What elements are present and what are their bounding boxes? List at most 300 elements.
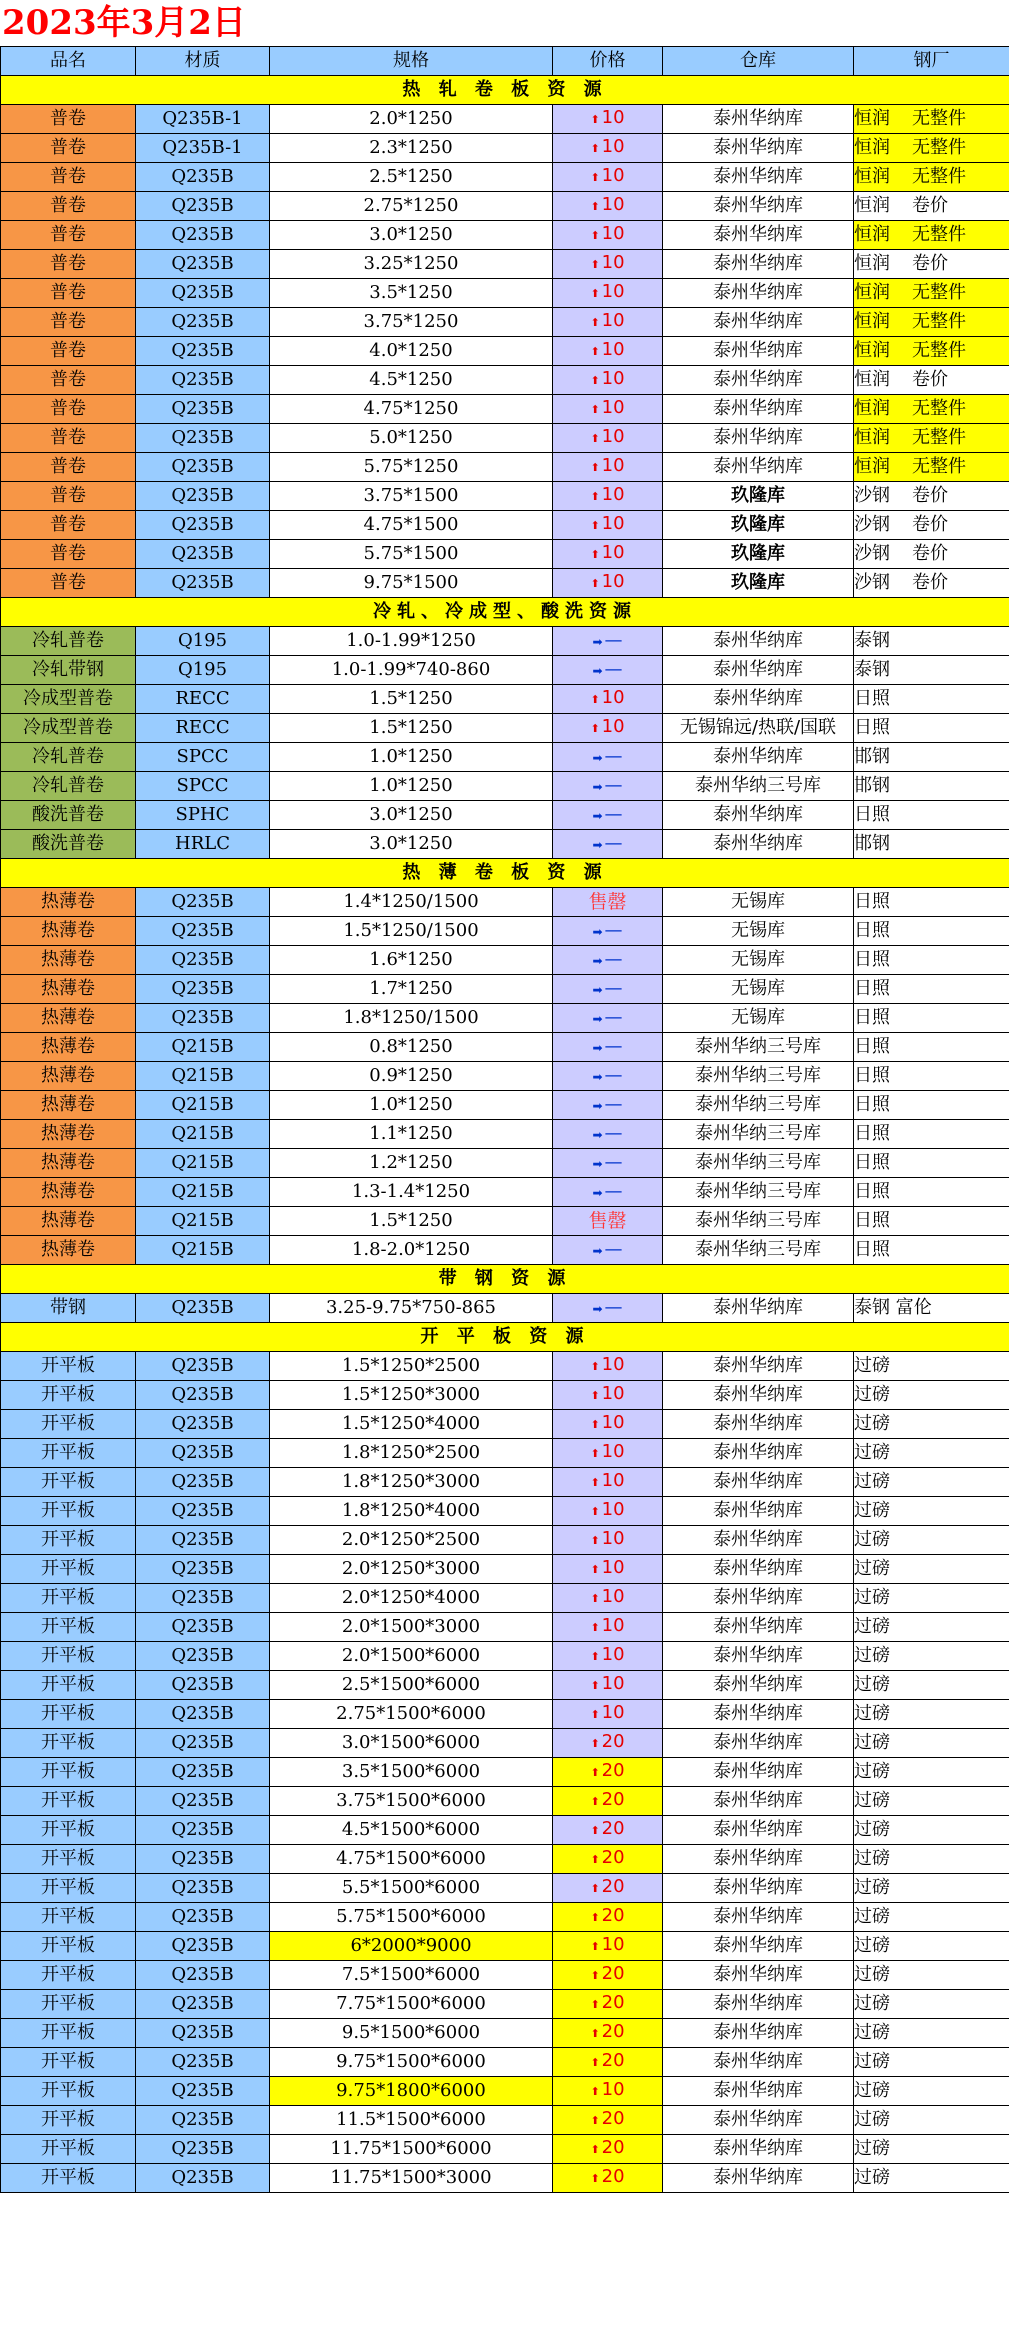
arrow-right-icon: ➡ <box>592 779 603 794</box>
arrow-up-icon: ⬆ <box>590 1708 600 1721</box>
price-change: 10 <box>601 310 625 331</box>
spec-cell: 1.5*1250*4000 <box>270 1410 553 1439</box>
table-row <box>1 221 1009 250</box>
price-change: — <box>604 1006 623 1028</box>
arrow-up-icon: ⬆ <box>590 490 600 503</box>
table-row <box>1 1178 1009 1207</box>
price-cell <box>553 1845 663 1874</box>
product-name-cell: 普卷 <box>1 279 136 308</box>
product-name-cell: 开平板 <box>1 2077 136 2106</box>
product-name-cell: 开平板 <box>1 1932 136 1961</box>
arrow-right-icon: ➡ <box>592 1156 603 1171</box>
mill-cell <box>854 134 1009 163</box>
warehouse-cell: 泰州华纳三号库 <box>663 1120 854 1149</box>
material-cell: Q235B <box>136 279 270 308</box>
material-cell: Q235B <box>136 1700 270 1729</box>
table-row <box>1 250 1009 279</box>
material-cell: Q235B <box>136 946 270 975</box>
price-change: — <box>604 948 623 970</box>
material-cell: Q235B <box>136 482 270 511</box>
mill-name: 过磅 <box>854 1442 890 1463</box>
warehouse-cell: 泰州华纳库 <box>663 1642 854 1671</box>
mill-cell <box>854 105 1009 134</box>
price-cell <box>553 801 663 830</box>
arrow-right-icon: ➡ <box>592 982 603 997</box>
arrow-right-icon: ➡ <box>592 1040 603 1055</box>
warehouse-cell: 泰州华纳库 <box>663 105 854 134</box>
price-change: 20 <box>601 1760 625 1781</box>
product-name-cell: 开平板 <box>1 1845 136 1874</box>
warehouse-cell: 泰州华纳库 <box>663 1410 854 1439</box>
mill-cell <box>854 1120 1009 1149</box>
mill-note: 无整件 <box>912 427 966 448</box>
arrow-up-icon: ⬆ <box>590 345 600 358</box>
mill-cell <box>854 511 1009 540</box>
price-cell <box>553 714 663 743</box>
price-change: 10 <box>601 1615 625 1636</box>
mill-name: 过磅 <box>854 2080 890 2101</box>
material-cell: Q235B <box>136 2048 270 2077</box>
spec-cell: 2.0*1500*3000 <box>270 1613 553 1642</box>
table-row <box>1 1642 1009 1671</box>
price-change: — <box>604 803 623 825</box>
mill-name: 过磅 <box>854 1964 890 1985</box>
material-cell: Q235B <box>136 1787 270 1816</box>
arrow-up-icon: ⬆ <box>590 1563 600 1576</box>
warehouse-cell: 泰州华纳三号库 <box>663 1149 854 1178</box>
mill-cell <box>854 1178 1009 1207</box>
product-name-cell: 开平板 <box>1 2135 136 2164</box>
spec-cell: 2.0*1250*3000 <box>270 1555 553 1584</box>
table-row <box>1 1700 1009 1729</box>
spec-cell: 9.75*1500*6000 <box>270 2048 553 2077</box>
warehouse-cell: 泰州华纳库 <box>663 743 854 772</box>
mill-cell <box>854 453 1009 482</box>
price-change: 10 <box>601 1412 625 1433</box>
mill-name: 过磅 <box>854 1674 890 1695</box>
spec-cell: 7.5*1500*6000 <box>270 1961 553 1990</box>
material-cell: Q235B <box>136 337 270 366</box>
table-row <box>1 1033 1009 1062</box>
material-cell: Q235B <box>136 2135 270 2164</box>
arrow-up-icon: ⬆ <box>590 2114 600 2127</box>
table-row <box>1 134 1009 163</box>
mill-cell <box>854 830 1009 859</box>
table-row <box>1 482 1009 511</box>
price-cell <box>553 1004 663 1033</box>
material-cell: Q235B <box>136 1613 270 1642</box>
arrow-up-icon: ⬆ <box>590 519 600 532</box>
spec-cell: 5.75*1500*6000 <box>270 1903 553 1932</box>
table-row <box>1 105 1009 134</box>
material-cell: Q235B <box>136 511 270 540</box>
table-row <box>1 1613 1009 1642</box>
mill-name: 过磅 <box>854 1500 890 1521</box>
mill-cell <box>854 946 1009 975</box>
mill-name: 过磅 <box>854 1993 890 2014</box>
warehouse-cell: 泰州华纳库 <box>663 1439 854 1468</box>
spec-cell: 1.0-1.99*740-860 <box>270 656 553 685</box>
sold-out-label: 售罄 <box>588 1209 627 1232</box>
price-cell <box>553 134 663 163</box>
mill-cell <box>854 308 1009 337</box>
material-cell: SPCC <box>136 743 270 772</box>
warehouse-cell: 泰州华纳库 <box>663 250 854 279</box>
mill-cell <box>854 192 1009 221</box>
mill-note: 无整件 <box>912 108 966 129</box>
spec-cell: 1.8*1250*4000 <box>270 1497 553 1526</box>
section-title: 冷轧、冷成型、酸洗资源 <box>1 598 1009 627</box>
table-row <box>1 1352 1009 1381</box>
mill-name: 过磅 <box>854 1587 890 1608</box>
mill-cell <box>854 221 1009 250</box>
spec-cell: 1.5*1250*3000 <box>270 1381 553 1410</box>
product-name-cell: 热薄卷 <box>1 975 136 1004</box>
mill-name: 过磅 <box>854 1355 890 1376</box>
warehouse-cell: 泰州华纳库 <box>663 366 854 395</box>
warehouse-cell: 泰州华纳库 <box>663 627 854 656</box>
price-change: — <box>604 658 623 680</box>
table-row <box>1 1555 1009 1584</box>
price-cell <box>553 1294 663 1323</box>
mill-name: 泰钢 富伦 <box>854 1297 932 1318</box>
mill-name: 恒润 <box>854 108 890 129</box>
mill-name: 过磅 <box>854 1703 890 1724</box>
price-change: 20 <box>601 1789 625 1810</box>
price-cell <box>553 656 663 685</box>
arrow-up-icon: ⬆ <box>590 1621 600 1634</box>
mill-name: 日照 <box>854 1239 890 1260</box>
price-cell <box>553 279 663 308</box>
mill-cell <box>854 1439 1009 1468</box>
spec-cell: 5.5*1500*6000 <box>270 1874 553 1903</box>
mill-name: 沙钢 <box>854 514 890 535</box>
product-name-cell: 普卷 <box>1 569 136 598</box>
table-row <box>1 1236 1009 1265</box>
mill-name: 过磅 <box>854 2109 890 2130</box>
spec-cell: 1.8-2.0*1250 <box>270 1236 553 1265</box>
section-header <box>1 598 1009 627</box>
table-row <box>1 424 1009 453</box>
table-row <box>1 1207 1009 1236</box>
product-name-cell: 普卷 <box>1 337 136 366</box>
mill-cell <box>854 2106 1009 2135</box>
price-cell <box>553 569 663 598</box>
spec-cell: 0.8*1250 <box>270 1033 553 1062</box>
mill-name: 过磅 <box>854 1616 890 1637</box>
mill-cell <box>854 2164 1009 2193</box>
section-title: 热 薄 卷 板 资 源 <box>1 859 1009 888</box>
price-cell <box>553 482 663 511</box>
table-row <box>1 308 1009 337</box>
mill-cell <box>854 1584 1009 1613</box>
spec-cell: 1.7*1250 <box>270 975 553 1004</box>
mill-cell <box>854 569 1009 598</box>
header-spec: 规格 <box>270 47 553 76</box>
price-cell <box>553 1555 663 1584</box>
price-change: 10 <box>601 1470 625 1491</box>
price-cell <box>553 250 663 279</box>
warehouse-cell: 泰州华纳三号库 <box>663 772 854 801</box>
product-name-cell: 热薄卷 <box>1 1236 136 1265</box>
product-name-cell: 普卷 <box>1 163 136 192</box>
price-cell <box>553 1932 663 1961</box>
product-name-cell: 开平板 <box>1 1729 136 1758</box>
arrow-up-icon: ⬆ <box>590 403 600 416</box>
material-cell: Q235B <box>136 1294 270 1323</box>
price-cell <box>553 1584 663 1613</box>
mill-name: 沙钢 <box>854 485 890 506</box>
price-cell <box>553 1236 663 1265</box>
arrow-right-icon: ➡ <box>592 663 603 678</box>
warehouse-cell: 泰州华纳三号库 <box>663 1062 854 1091</box>
mill-name: 恒润 <box>854 456 890 477</box>
price-cell <box>553 1149 663 1178</box>
material-cell: Q235B <box>136 395 270 424</box>
warehouse-cell: 泰州华纳库 <box>663 2077 854 2106</box>
mill-name: 恒润 <box>854 311 890 332</box>
price-cell <box>553 1758 663 1787</box>
warehouse-cell: 泰州华纳三号库 <box>663 1207 854 1236</box>
mill-cell <box>854 743 1009 772</box>
warehouse-cell: 泰州华纳库 <box>663 2135 854 2164</box>
product-name-cell: 开平板 <box>1 1787 136 1816</box>
price-change: 10 <box>601 252 625 273</box>
arrow-right-icon: ➡ <box>592 1243 603 1258</box>
material-cell: HRLC <box>136 830 270 859</box>
product-name-cell: 热薄卷 <box>1 1178 136 1207</box>
price-cell <box>553 830 663 859</box>
mill-cell <box>854 1874 1009 1903</box>
mill-name: 过磅 <box>854 2138 890 2159</box>
warehouse-cell: 泰州华纳库 <box>663 2048 854 2077</box>
warehouse-cell: 玖隆库 <box>663 569 854 598</box>
spec-cell: 3.0*1250 <box>270 801 553 830</box>
material-cell: Q235B <box>136 1584 270 1613</box>
warehouse-cell: 泰州华纳库 <box>663 308 854 337</box>
product-name-cell: 开平板 <box>1 2164 136 2193</box>
table-row <box>1 1584 1009 1613</box>
table-row <box>1 395 1009 424</box>
spec-cell: 1.5*1250*2500 <box>270 1352 553 1381</box>
mill-cell <box>854 917 1009 946</box>
mill-cell <box>854 2135 1009 2164</box>
product-name-cell: 冷成型普卷 <box>1 714 136 743</box>
product-name-cell: 开平板 <box>1 1410 136 1439</box>
material-cell: Q215B <box>136 1149 270 1178</box>
warehouse-cell: 泰州华纳库 <box>663 2164 854 2193</box>
price-change: 10 <box>601 1354 625 1375</box>
mill-cell <box>854 1642 1009 1671</box>
arrow-up-icon: ⬆ <box>590 1447 600 1460</box>
material-cell: Q235B <box>136 424 270 453</box>
warehouse-cell: 泰州华纳三号库 <box>663 1091 854 1120</box>
table-row <box>1 540 1009 569</box>
table-row <box>1 1787 1009 1816</box>
arrow-right-icon: ➡ <box>592 1127 603 1142</box>
mill-name: 日照 <box>854 1036 890 1057</box>
mill-cell <box>854 1033 1009 1062</box>
table-row <box>1 1468 1009 1497</box>
product-name-cell: 普卷 <box>1 540 136 569</box>
warehouse-cell: 无锡库 <box>663 888 854 917</box>
warehouse-cell: 泰州华纳库 <box>663 685 854 714</box>
product-name-cell: 冷轧普卷 <box>1 627 136 656</box>
arrow-up-icon: ⬆ <box>590 374 600 387</box>
table-row <box>1 569 1009 598</box>
price-change: 20 <box>601 2021 625 2042</box>
price-cell <box>553 1468 663 1497</box>
product-name-cell: 开平板 <box>1 1526 136 1555</box>
warehouse-cell: 无锡库 <box>663 1004 854 1033</box>
arrow-up-icon: ⬆ <box>590 2027 600 2040</box>
spec-cell: 2.0*1500*6000 <box>270 1642 553 1671</box>
warehouse-cell: 泰州华纳库 <box>663 163 854 192</box>
product-name-cell: 开平板 <box>1 1903 136 1932</box>
spec-cell: 1.0-1.99*1250 <box>270 627 553 656</box>
mill-cell <box>854 1004 1009 1033</box>
table-row <box>1 2048 1009 2077</box>
spec-cell: 1.3-1.4*1250 <box>270 1178 553 1207</box>
warehouse-cell: 泰州华纳库 <box>663 192 854 221</box>
section-title: 热 轧 卷 板 资 源 <box>1 76 1009 105</box>
price-change: 10 <box>601 1644 625 1665</box>
spec-cell: 1.1*1250 <box>270 1120 553 1149</box>
spec-cell: 11.75*1500*3000 <box>270 2164 553 2193</box>
spec-cell: 3.5*1500*6000 <box>270 1758 553 1787</box>
table-row <box>1 1845 1009 1874</box>
mill-note: 无整件 <box>912 456 966 477</box>
section-header <box>1 76 1009 105</box>
arrow-up-icon: ⬆ <box>590 258 600 271</box>
material-cell: Q235B <box>136 1468 270 1497</box>
product-name-cell: 开平板 <box>1 1642 136 1671</box>
product-name-cell: 开平板 <box>1 1352 136 1381</box>
mill-cell <box>854 1613 1009 1642</box>
mill-name: 过磅 <box>854 1645 890 1666</box>
warehouse-cell: 泰州华纳库 <box>663 830 854 859</box>
spec-cell: 7.75*1500*6000 <box>270 1990 553 2019</box>
price-change: 10 <box>601 136 625 157</box>
warehouse-cell: 泰州华纳库 <box>663 453 854 482</box>
spec-cell: 1.2*1250 <box>270 1149 553 1178</box>
price-change: 10 <box>601 1673 625 1694</box>
mill-name: 恒润 <box>854 195 890 216</box>
material-cell: Q235B <box>136 1410 270 1439</box>
mill-name: 恒润 <box>854 224 890 245</box>
table-row <box>1 1120 1009 1149</box>
table-row <box>1 888 1009 917</box>
arrow-right-icon: ➡ <box>592 1185 603 1200</box>
price-change: 10 <box>601 716 625 737</box>
material-cell: Q235B <box>136 1352 270 1381</box>
mill-name: 恒润 <box>854 398 890 419</box>
mill-cell <box>854 482 1009 511</box>
mill-name: 日照 <box>854 1065 890 1086</box>
arrow-up-icon: ⬆ <box>590 1476 600 1489</box>
material-cell: Q215B <box>136 1091 270 1120</box>
price-change: 20 <box>601 2137 625 2158</box>
mill-cell <box>854 1062 1009 1091</box>
mill-name: 泰钢 <box>854 659 890 680</box>
product-name-cell: 开平板 <box>1 2048 136 2077</box>
product-name-cell: 普卷 <box>1 134 136 163</box>
table-row <box>1 772 1009 801</box>
product-name-cell: 开平板 <box>1 1497 136 1526</box>
table-row <box>1 2077 1009 2106</box>
spec-cell: 1.5*1250 <box>270 685 553 714</box>
price-table-body <box>1 47 1009 2193</box>
mill-name: 日照 <box>854 1181 890 1202</box>
price-change: — <box>604 1238 623 1260</box>
warehouse-cell: 泰州华纳库 <box>663 1613 854 1642</box>
warehouse-cell: 泰州华纳库 <box>663 221 854 250</box>
price-change: — <box>604 745 623 767</box>
section-title: 带 钢 资 源 <box>1 1265 1009 1294</box>
table-row <box>1 1874 1009 1903</box>
arrow-up-icon: ⬆ <box>590 1505 600 1518</box>
spec-cell: 1.4*1250/1500 <box>270 888 553 917</box>
arrow-up-icon: ⬆ <box>590 1766 600 1779</box>
spec-cell: 1.5*1250/1500 <box>270 917 553 946</box>
arrow-up-icon: ⬆ <box>590 2172 600 2185</box>
spec-cell: 3.75*1250 <box>270 308 553 337</box>
product-name-cell: 冷成型普卷 <box>1 685 136 714</box>
product-name-cell: 开平板 <box>1 1613 136 1642</box>
material-cell: Q235B <box>136 888 270 917</box>
warehouse-cell: 泰州华纳库 <box>663 1584 854 1613</box>
warehouse-cell: 泰州华纳库 <box>663 1758 854 1787</box>
price-cell <box>553 2106 663 2135</box>
mill-cell <box>854 1149 1009 1178</box>
table-row <box>1 1497 1009 1526</box>
price-change: 20 <box>601 1905 625 1926</box>
price-cell <box>553 1526 663 1555</box>
price-change: 20 <box>601 2108 625 2129</box>
mill-cell <box>854 1961 1009 1990</box>
mill-cell <box>854 1468 1009 1497</box>
product-name-cell: 开平板 <box>1 1758 136 1787</box>
mill-note: 卷价 <box>912 543 948 564</box>
mill-cell <box>854 1555 1009 1584</box>
mill-cell <box>854 801 1009 830</box>
product-name-cell: 开平板 <box>1 2106 136 2135</box>
mill-cell <box>854 2077 1009 2106</box>
arrow-up-icon: ⬆ <box>590 316 600 329</box>
spec-cell: 3.0*1500*6000 <box>270 1729 553 1758</box>
product-name-cell: 开平板 <box>1 1555 136 1584</box>
header-material: 材质 <box>136 47 270 76</box>
price-change: 10 <box>601 513 625 534</box>
arrow-up-icon: ⬆ <box>590 1795 600 1808</box>
mill-name: 邯钢 <box>854 775 890 796</box>
arrow-up-icon: ⬆ <box>590 2085 600 2098</box>
price-cell <box>553 1787 663 1816</box>
warehouse-cell: 泰州华纳库 <box>663 424 854 453</box>
material-cell: RECC <box>136 685 270 714</box>
arrow-right-icon: ➡ <box>592 808 603 823</box>
price-cell <box>553 1497 663 1526</box>
spec-cell: 4.5*1500*6000 <box>270 1816 553 1845</box>
header-row <box>1 47 1009 76</box>
mill-name: 过磅 <box>854 1413 890 1434</box>
product-name-cell: 冷轧普卷 <box>1 772 136 801</box>
mill-name: 日照 <box>854 949 890 970</box>
warehouse-cell: 泰州华纳库 <box>663 1497 854 1526</box>
mill-note: 卷价 <box>912 485 948 506</box>
table-row <box>1 656 1009 685</box>
mill-cell <box>854 1903 1009 1932</box>
